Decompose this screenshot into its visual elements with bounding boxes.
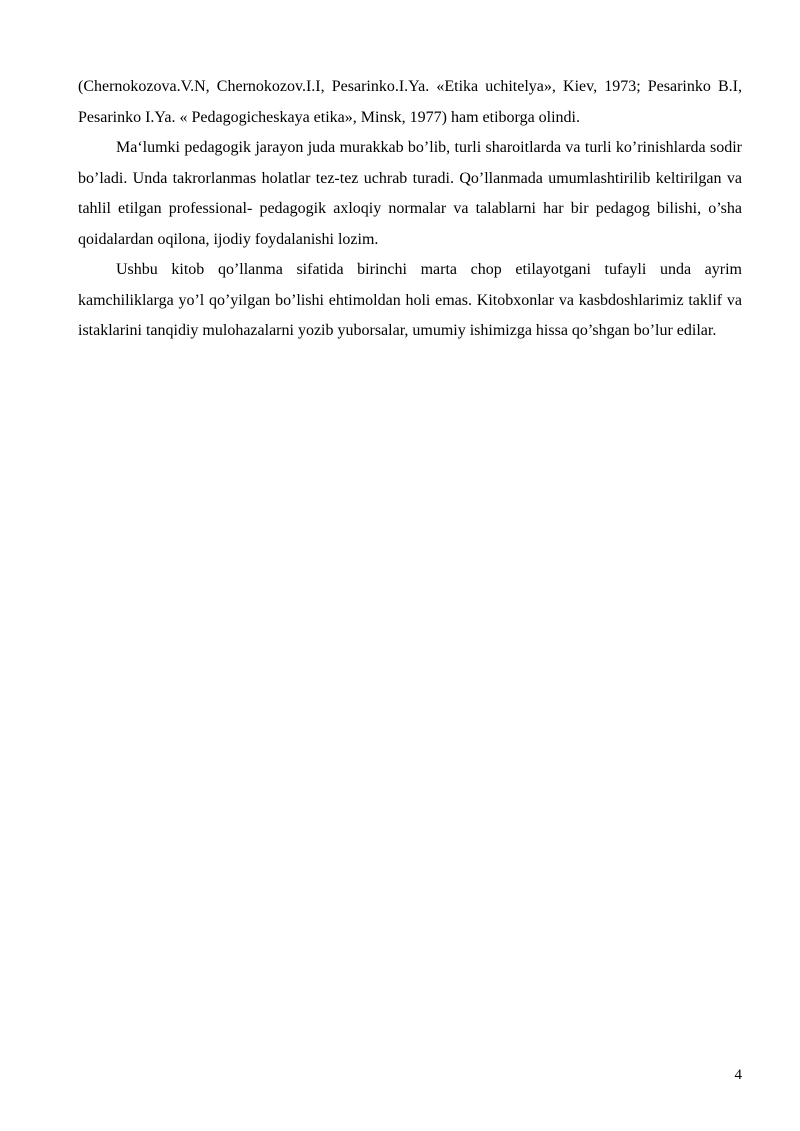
paragraph-pedagogical-process: Ma‘lumki pedagogik jarayon juda murakkab bo’lib, turli sharoitlarda va turli ko’rinishlarda sodir bo’ladi. Unda takrorlanmas holatlar tez-tez uchrab turadi. Qo’llanmada umumlashtirilib keltirilgan va tahlil etilgan professional- pedagogik axloqiy normalar va talablarni har bir pedagog bilishi, o’sha qoidalardan oqilona, ijodiy foydalanishi lozim. [78,139,742,248]
paragraph-book-shortcomings: Ushbu kitob qo’llanma sifatida birinchi marta chop etilayotgani tufayli unda ayrim kamchiliklarga yo’l qo’yilgan bo’lishi ehtimoldan holi emas. Kitobxonlar va kasbdoshlarimiz taklif va istaklarini tanqidiy mulohazalarni yozib yuborsalar, umumiy ishimizga hissa qo’shgan bo’lur edilar. [78,261,742,339]
body-text [78,72,742,347]
paragraph-continuation: (Chernokozova.V.N, Chernokozov.I.I, Pesarinko.I.Ya. «Etika uchitelya», Kiev, 1973; Pesarinko B.I, Pesarinko I.Ya. « Pedagogicheskaya etika», Minsk, 1977) ham etiborga olindi. [78,78,742,126]
page-number: 4 [734,1067,742,1083]
